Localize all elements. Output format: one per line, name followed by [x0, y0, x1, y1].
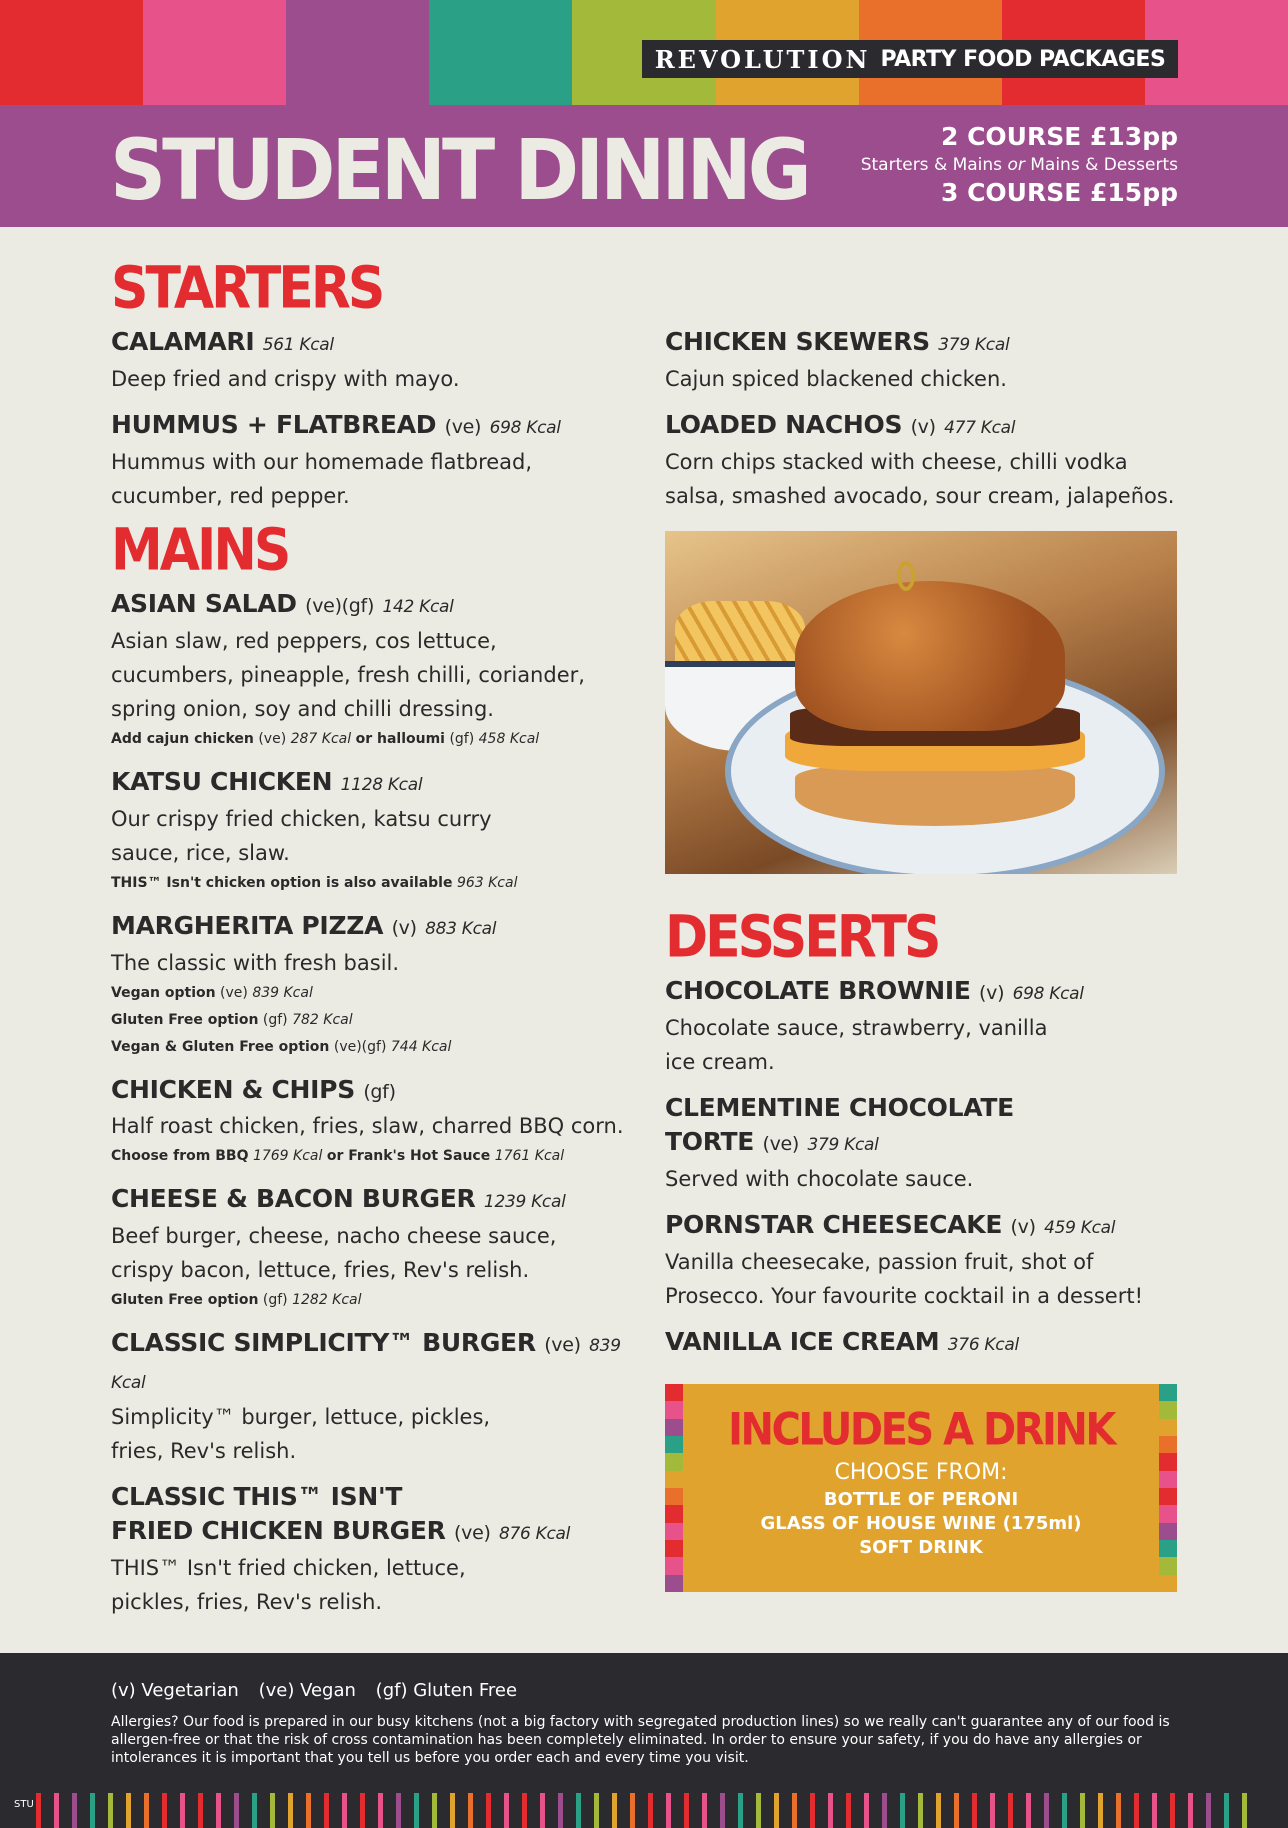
footer-bar [558, 1793, 563, 1828]
footer-bar [702, 1793, 707, 1828]
legend-gluten-free: (gf) Gluten Free [375, 1680, 518, 1701]
dietary-legend [111, 1679, 531, 1703]
starters-heading: STARTERS [111, 255, 383, 323]
footer-bar [738, 1793, 743, 1828]
edge-segment [1159, 1488, 1177, 1505]
item-note: THIS™ Isn't chicken option is also available 963 Kcal [111, 875, 518, 891]
edge-segment [665, 1505, 683, 1522]
item-note: Add cajun chicken (ve) 287 Kcal or halloumi (gf) 458 Kcal [111, 731, 540, 747]
item-description: Beef burger, cheese, nacho cheese sauce, crispy bacon, lettuce, fries, Rev's relish. [111, 1224, 557, 1282]
item-tag: (ve) [454, 1522, 491, 1544]
footer-bar [846, 1793, 851, 1828]
page-title: STUDENT DINING [110, 122, 808, 220]
item-note: Gluten Free option (gf) 782 Kcal [111, 1012, 353, 1028]
item-name: VANILLA ICE CREAM [665, 1327, 940, 1356]
footer-bar [684, 1793, 689, 1828]
footer-bar [144, 1793, 149, 1828]
item-kcal: 876 Kcal [499, 1524, 571, 1544]
item-tag: (ve)(gf) [305, 595, 375, 617]
footer-bar [504, 1793, 509, 1828]
footer-bar [324, 1793, 329, 1828]
title-banner [0, 105, 1288, 227]
edge-segment [665, 1436, 683, 1453]
item-description: Our crispy fried chicken, katsu curry sauce, rice, slaw. [111, 807, 492, 865]
footer-bar [306, 1793, 311, 1828]
footer-bar [90, 1793, 95, 1828]
item-description: Cajun spiced blackened chicken. [665, 367, 1007, 391]
edge-segment [1159, 1575, 1177, 1592]
footer-bar [468, 1793, 473, 1828]
edge-segment [1159, 1436, 1177, 1453]
footer-bar [396, 1793, 401, 1828]
footer-bar [432, 1793, 437, 1828]
item-kcal: 698 Kcal [1012, 984, 1084, 1004]
item-name: CHOCOLATE BROWNIE [665, 976, 971, 1005]
menu-item-margherita [111, 909, 651, 1061]
item-description: Vanilla cheesecake, passion fruit, shot of Prosecco. Your favourite cocktail in a dessert! [665, 1250, 1143, 1308]
menu-item-torte [665, 1091, 1185, 1196]
mains-heading: MAINS [111, 517, 289, 585]
item-description: Chocolate sauce, strawberry, vanilla ice cream. [665, 1016, 1048, 1074]
item-tag: (ve) [444, 416, 482, 438]
footer-bar [1008, 1793, 1013, 1828]
item-kcal: 379 Kcal [807, 1135, 879, 1155]
edge-segment [665, 1488, 683, 1505]
edge-segment [1159, 1540, 1177, 1557]
item-tag: (ve) [544, 1334, 581, 1356]
edge-segment [665, 1453, 683, 1470]
footer-bar [1044, 1793, 1049, 1828]
page-code: STU [14, 1799, 34, 1810]
footer-bar [36, 1793, 41, 1828]
footer-bar [216, 1793, 221, 1828]
item-kcal: 477 Kcal [944, 418, 1016, 438]
item-tag: (ve) [762, 1133, 800, 1155]
edge-segment [1159, 1384, 1177, 1401]
footer-bar [522, 1793, 527, 1828]
item-kcal: 379 Kcal [938, 335, 1010, 355]
desserts-heading: DESSERTS [665, 904, 939, 972]
burger-photo [665, 531, 1177, 874]
item-name: FRIED CHICKEN BURGER [111, 1516, 446, 1545]
footer-bar [882, 1793, 887, 1828]
footer-bar [288, 1793, 293, 1828]
footer-bar [828, 1793, 833, 1828]
menu-item-asian-salad [111, 587, 651, 753]
item-kcal: 698 Kcal [489, 418, 561, 438]
item-name: CHICKEN & CHIPS [111, 1075, 355, 1104]
footer-bar [342, 1793, 347, 1828]
footer-bar [540, 1793, 545, 1828]
footer-bar [378, 1793, 383, 1828]
menu-item-this-isnt-burger [111, 1480, 651, 1619]
menu-item-loaded-nachos [665, 408, 1185, 513]
price-block [861, 121, 1178, 209]
footer-color-bars [36, 1793, 1288, 1828]
allergy-notice: Allergies? Our food is prepared in our busy kitchens (not a big factory with segregated production lines) so we really can't guarantee any of our food is allergen-free or that the risk of cross contamination has been completely eliminated. In order to ensure your safety, if you do have any allergies or intolerances it is important that you tell us before you order each and every time you visit. [111, 1714, 1170, 1766]
footer-bar [594, 1793, 599, 1828]
price-3-course: 3 COURSE £15pp [940, 178, 1178, 207]
footer-bar [1116, 1793, 1121, 1828]
item-note: Gluten Free option (gf) 1282 Kcal [111, 1292, 362, 1308]
item-description: Corn chips stacked with cheese, chilli vodka salsa, smashed avocado, sour cream, jalapeños. [665, 450, 1175, 508]
edge-segment [665, 1575, 683, 1592]
footer-bar [900, 1793, 905, 1828]
item-name: CALAMARI [111, 327, 255, 356]
item-name: CLEMENTINE CHOCOLATE [665, 1093, 1014, 1122]
edge-segment [1159, 1557, 1177, 1574]
footer-bar [954, 1793, 959, 1828]
item-name: LOADED NACHOS [665, 410, 903, 439]
item-kcal: 839 Kcal [111, 1336, 621, 1393]
item-name: MARGHERITA PIZZA [111, 911, 384, 940]
edge-segment [1159, 1523, 1177, 1540]
footer-bar [1206, 1793, 1211, 1828]
footer-bar [792, 1793, 797, 1828]
edge-segment [665, 1471, 683, 1488]
footer-bar [936, 1793, 941, 1828]
footer-bar [1026, 1793, 1031, 1828]
footer-bar [612, 1793, 617, 1828]
item-description: Asian slaw, red peppers, cos lettuce, cucumbers, pineapple, fresh chilli, coriander, spring onion, soy and chilli dressing. [111, 629, 585, 721]
item-name: HUMMUS + FLATBREAD [111, 410, 437, 439]
item-note: Vegan option (ve) 839 Kcal [111, 985, 313, 1001]
left-column [111, 255, 651, 1631]
brand-bar [642, 40, 1178, 78]
price-2-course: 2 COURSE £13pp [940, 122, 1178, 151]
item-tag: (gf) [363, 1081, 396, 1103]
footer-bar [108, 1793, 113, 1828]
footer-bar [990, 1793, 995, 1828]
item-description: Half roast chicken, fries, slaw, charred BBQ corn. [111, 1114, 624, 1138]
drink-subtitle: CHOOSE FROM: [834, 1460, 1008, 1485]
menu-item-cheesecake [665, 1208, 1185, 1313]
menu-item-ice-cream [665, 1325, 1185, 1362]
stripe [0, 0, 143, 105]
footer-bar [576, 1793, 581, 1828]
edge-segment [665, 1384, 683, 1401]
item-description: Served with chocolate sauce. [665, 1167, 974, 1191]
footer-bar [720, 1793, 725, 1828]
edge-segment [665, 1523, 683, 1540]
menu-item-simplicity-burger [111, 1326, 651, 1468]
edge-segment [1159, 1419, 1177, 1436]
edge-segment [665, 1557, 683, 1574]
item-name: CHICKEN SKEWERS [665, 327, 930, 356]
footer-bar [756, 1793, 761, 1828]
stripe [286, 0, 429, 105]
menu-item-calamari [111, 325, 651, 396]
drink-option: BOTTLE OF PERONI [823, 1489, 1019, 1510]
edge-segment [665, 1540, 683, 1557]
item-tag: (v) [910, 416, 936, 438]
footer-bar [1242, 1793, 1247, 1828]
item-kcal: 376 Kcal [947, 1335, 1019, 1355]
stripe [143, 0, 286, 105]
item-name: PORNSTAR CHEESECAKE [665, 1210, 1003, 1239]
footer-bar [1080, 1793, 1085, 1828]
item-note: Vegan & Gluten Free option (ve)(gf) 744 Kcal [111, 1039, 452, 1055]
right-column [665, 325, 1185, 1592]
item-description: Deep fried and crispy with mayo. [111, 367, 460, 391]
footer-bar [864, 1793, 869, 1828]
footer-bar [180, 1793, 185, 1828]
item-description: The classic with fresh basil. [111, 951, 400, 975]
footer-bar [198, 1793, 203, 1828]
footer-bar [774, 1793, 779, 1828]
footer-bar [450, 1793, 455, 1828]
legend-vegan: (ve) Vegan [258, 1680, 356, 1701]
footer-bar [1170, 1793, 1175, 1828]
drink-box-edge-left [665, 1384, 683, 1592]
footer-bar [1062, 1793, 1067, 1828]
item-name: TORTE [665, 1127, 755, 1156]
footer-bar [1134, 1793, 1139, 1828]
footer [0, 1653, 1288, 1828]
edge-segment [665, 1419, 683, 1436]
item-name: ASIAN SALAD [111, 589, 297, 618]
edge-segment [665, 1401, 683, 1418]
item-description: Simplicity™ burger, lettuce, pickles, fries, Rev's relish. [111, 1405, 491, 1463]
footer-bar [360, 1793, 365, 1828]
footer-bar [234, 1793, 239, 1828]
menu-item-brownie [665, 974, 1185, 1079]
footer-bar [1224, 1793, 1229, 1828]
legend-vegetarian: (v) Vegetarian [111, 1680, 239, 1701]
edge-segment [1159, 1471, 1177, 1488]
item-description: THIS™ Isn't fried chicken, lettuce, pickles, fries, Rev's relish. [111, 1556, 466, 1614]
item-name: KATSU CHICKEN [111, 767, 333, 796]
footer-bar [1098, 1793, 1103, 1828]
footer-bar [126, 1793, 131, 1828]
item-note: Choose from BBQ 1769 Kcal or Frank's Hot Sauce 1761 Kcal [111, 1148, 565, 1164]
stripe [429, 0, 572, 105]
edge-segment [1159, 1505, 1177, 1522]
menu-item-chicken-skewers [665, 325, 1185, 396]
item-name: CLASSIC THIS™ ISN'T [111, 1482, 403, 1511]
item-name: CHEESE & BACON BURGER [111, 1184, 476, 1213]
menu-item-hummus [111, 408, 651, 513]
item-kcal: 1239 Kcal [483, 1192, 566, 1212]
footer-bar [648, 1793, 653, 1828]
item-kcal: 142 Kcal [382, 597, 454, 617]
drink-offer-box [665, 1384, 1177, 1592]
item-tag: (v) [979, 982, 1005, 1004]
item-kcal: 883 Kcal [425, 919, 497, 939]
course-options: Starters & Mains or Mains & Desserts [860, 155, 1178, 175]
revolution-logo: REVOLUTION [654, 44, 871, 74]
edge-segment [1159, 1453, 1177, 1470]
footer-bar [486, 1793, 491, 1828]
drink-option: GLASS OF HOUSE WINE (175ml) [760, 1513, 1082, 1534]
footer-bar [72, 1793, 77, 1828]
edge-segment [1159, 1401, 1177, 1418]
menu-item-cheese-bacon-burger [111, 1182, 651, 1314]
footer-bar [630, 1793, 635, 1828]
footer-bar [1188, 1793, 1193, 1828]
drink-title: INCLUDES A DRINK [728, 1404, 1114, 1456]
party-food-packages: PARTY FOOD PACKAGES [880, 46, 1166, 72]
footer-bar [666, 1793, 671, 1828]
drink-option: SOFT DRINK [859, 1537, 983, 1558]
item-tag: (v) [1010, 1216, 1036, 1238]
menu-item-chicken-chips [111, 1073, 651, 1170]
footer-bar [270, 1793, 275, 1828]
footer-bar [54, 1793, 59, 1828]
item-description: Hummus with our homemade flatbread, cucumber, red pepper. [111, 450, 533, 508]
item-name: CLASSIC SIMPLICITY™ BURGER [111, 1328, 536, 1357]
footer-bar [972, 1793, 977, 1828]
footer-bar [810, 1793, 815, 1828]
item-tag: (v) [391, 917, 417, 939]
footer-bar [414, 1793, 419, 1828]
menu-item-katsu [111, 765, 651, 897]
item-kcal: 561 Kcal [262, 335, 334, 355]
footer-bar [918, 1793, 923, 1828]
footer-bar [162, 1793, 167, 1828]
footer-bar [252, 1793, 257, 1828]
footer-bar [1152, 1793, 1157, 1828]
drink-box-edge-right [1159, 1384, 1177, 1592]
item-kcal: 1128 Kcal [340, 775, 423, 795]
item-kcal: 459 Kcal [1044, 1218, 1116, 1238]
